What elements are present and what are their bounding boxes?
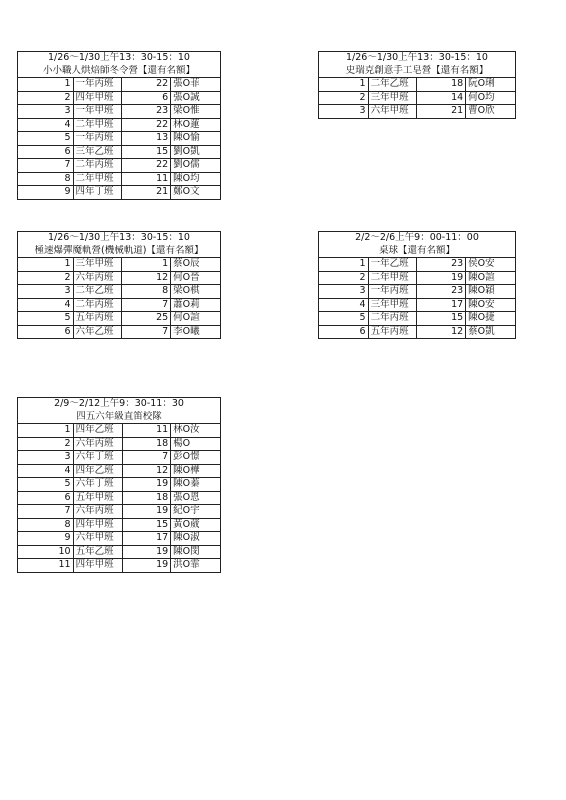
table-row	[18, 325, 221, 339]
row-number: 7	[18, 505, 74, 519]
class-name: 二年乙班	[368, 78, 416, 92]
seat-number: 19	[122, 478, 171, 492]
class-name: 三年甲班	[368, 298, 416, 312]
seat-number: 15	[122, 518, 171, 532]
session-date: 1/26～1/30上午13：30-15：10	[18, 232, 221, 245]
seat-number: 11	[122, 424, 171, 438]
table-row	[319, 285, 516, 299]
seat-number: 22	[122, 78, 171, 92]
table-row	[18, 105, 221, 119]
table-row	[18, 159, 221, 173]
seat-number: 23	[416, 258, 466, 272]
class-name: 二年丙班	[73, 298, 122, 312]
course-title: 小小職人烘焙師冬令營【還有名額】	[18, 65, 221, 78]
seat-number: 12	[122, 271, 171, 285]
class-name: 一年乙班	[368, 258, 416, 272]
row-number: 3	[18, 105, 74, 119]
class-name: 四年甲班	[73, 518, 122, 532]
row-number: 4	[18, 464, 74, 478]
seat-number: 17	[416, 298, 466, 312]
row-number: 1	[18, 424, 74, 438]
class-name: 六年丙班	[73, 437, 122, 451]
student-name: 林O汝	[171, 424, 221, 438]
class-name: 三年甲班	[73, 258, 122, 272]
row-number: 4	[18, 118, 74, 132]
row-number: 2	[18, 91, 74, 105]
table-row	[18, 437, 221, 451]
seat-number: 15	[122, 145, 171, 159]
table-row	[319, 298, 516, 312]
row-number: 1	[319, 258, 369, 272]
seat-number: 6	[122, 91, 171, 105]
seat-number: 21	[122, 186, 171, 200]
table-row	[18, 559, 221, 573]
class-name: 六年丁班	[73, 451, 122, 465]
class-name: 五年丙班	[368, 325, 416, 339]
student-name: 洪O霏	[171, 559, 221, 573]
session-date: 1/26～1/30上午13：30-15：10	[18, 52, 221, 65]
student-name: 紀O宇	[171, 505, 221, 519]
table-row	[319, 325, 516, 339]
seat-number: 8	[122, 285, 171, 299]
student-name: 張O恩	[171, 491, 221, 505]
class-name: 四年乙班	[73, 464, 122, 478]
student-name: 劉O儒	[171, 159, 221, 173]
row-number: 11	[18, 559, 74, 573]
seat-number: 19	[122, 559, 171, 573]
student-name: 梁O惟	[171, 105, 221, 119]
student-name: 李O曦	[171, 325, 221, 339]
seat-number: 18	[122, 437, 171, 451]
seat-number: 19	[122, 505, 171, 519]
student-name: 阮O琍	[466, 78, 516, 92]
student-name: 何O晉	[171, 271, 221, 285]
seat-number: 25	[122, 312, 171, 326]
course-title: 極速爆彈魔軌營(機械軌道)【還有名額】	[18, 245, 221, 258]
student-name: 陳O安	[466, 298, 516, 312]
student-name: 劉O凱	[171, 145, 221, 159]
class-name: 四年乙班	[73, 424, 122, 438]
table-row	[319, 271, 516, 285]
row-number: 5	[319, 312, 369, 326]
table-row	[319, 91, 516, 105]
student-name: 楊O	[171, 437, 221, 451]
row-number: 2	[18, 437, 74, 451]
table-row	[18, 132, 221, 146]
student-name: 彭O憬	[171, 451, 221, 465]
row-number: 9	[18, 532, 74, 546]
roster-table-table-tennis	[318, 231, 516, 339]
session-date: 2/9～2/12上午9：30-11：30	[18, 398, 221, 411]
table-row	[18, 271, 221, 285]
row-number: 2	[319, 271, 369, 285]
student-name: 蔡O凱	[466, 325, 516, 339]
seat-number: 23	[416, 285, 466, 299]
student-name: 張O誠	[171, 91, 221, 105]
row-number: 10	[18, 545, 74, 559]
student-name: 張O菲	[171, 78, 221, 92]
student-name: 陳O樺	[171, 464, 221, 478]
student-name: 何O諠	[171, 312, 221, 326]
table-row	[18, 478, 221, 492]
table-row	[18, 532, 221, 546]
class-name: 五年乙班	[73, 545, 122, 559]
table-row	[18, 464, 221, 478]
seat-number: 12	[416, 325, 466, 339]
roster-table-soap	[318, 51, 516, 119]
seat-number: 1	[122, 258, 171, 272]
class-name: 六年丙班	[73, 505, 122, 519]
table-row	[18, 78, 221, 92]
table-row	[18, 186, 221, 200]
row-number: 5	[18, 132, 74, 146]
row-number: 8	[18, 172, 74, 186]
row-number: 1	[319, 78, 369, 92]
course-title: 四五六年級直笛校隊	[18, 411, 221, 424]
table-row	[18, 91, 221, 105]
class-name: 一年丙班	[368, 285, 416, 299]
table-row	[18, 312, 221, 326]
table-row	[18, 451, 221, 465]
row-number: 2	[18, 271, 74, 285]
row-number: 5	[18, 312, 74, 326]
table-row	[319, 105, 516, 119]
row-number: 3	[18, 451, 74, 465]
row-number: 6	[18, 325, 74, 339]
student-name: 侯O安	[466, 258, 516, 272]
row-number: 6	[18, 491, 74, 505]
class-name: 六年丙班	[73, 271, 122, 285]
class-name: 五年甲班	[73, 491, 122, 505]
row-number: 6	[319, 325, 369, 339]
course-title: 桌球【還有名額】	[319, 245, 516, 258]
table-row	[18, 505, 221, 519]
class-name: 二年甲班	[73, 172, 122, 186]
session-date: 1/26～1/30上午13：30-15：10	[319, 52, 516, 65]
row-number: 9	[18, 186, 74, 200]
row-number: 1	[18, 78, 74, 92]
table-row	[18, 258, 221, 272]
seat-number: 7	[122, 451, 171, 465]
class-name: 二年丙班	[368, 312, 416, 326]
row-number: 8	[18, 518, 74, 532]
seat-number: 22	[122, 159, 171, 173]
seat-number: 23	[122, 105, 171, 119]
class-name: 二年甲班	[368, 271, 416, 285]
row-number: 5	[18, 478, 74, 492]
class-name: 三年乙班	[73, 145, 122, 159]
seat-number: 13	[122, 132, 171, 146]
seat-number: 18	[122, 491, 171, 505]
seat-number: 19	[416, 271, 466, 285]
class-name: 五年丙班	[73, 312, 122, 326]
table-row	[18, 424, 221, 438]
class-name: 六年甲班	[368, 105, 416, 119]
table-row	[18, 518, 221, 532]
student-name: 陳O蓁	[171, 478, 221, 492]
student-name: 陳O捷	[466, 312, 516, 326]
roster-table-track	[17, 231, 221, 339]
seat-number: 14	[416, 91, 466, 105]
student-name: 鄭O文	[171, 186, 221, 200]
seat-number: 7	[122, 298, 171, 312]
row-number: 7	[18, 159, 74, 173]
class-name: 六年乙班	[73, 325, 122, 339]
seat-number: 7	[122, 325, 171, 339]
student-name: 黃O葳	[171, 518, 221, 532]
row-number: 6	[18, 145, 74, 159]
row-number: 1	[18, 258, 74, 272]
class-name: 一年丙班	[73, 78, 122, 92]
student-name: 曹O欣	[466, 105, 516, 119]
row-number: 3	[319, 285, 369, 299]
course-title: 史瑞克創意手工皂營【還有名額】	[319, 65, 516, 78]
student-name: 何O均	[466, 91, 516, 105]
table-row	[18, 285, 221, 299]
seat-number: 21	[416, 105, 466, 119]
seat-number: 12	[122, 464, 171, 478]
table-row	[18, 118, 221, 132]
row-number: 3	[319, 105, 369, 119]
seat-number: 11	[122, 172, 171, 186]
student-name: 陳O閔	[171, 545, 221, 559]
table-row	[319, 258, 516, 272]
student-name: 陳O穎	[466, 285, 516, 299]
table-row	[18, 298, 221, 312]
row-number: 4	[319, 298, 369, 312]
table-row	[319, 312, 516, 326]
roster-table-recorder	[17, 397, 221, 573]
table-row	[18, 172, 221, 186]
row-number: 2	[319, 91, 369, 105]
table-row	[18, 491, 221, 505]
class-name: 四年丁班	[73, 186, 122, 200]
seat-number: 18	[416, 78, 466, 92]
class-name: 三年甲班	[368, 91, 416, 105]
seat-number: 17	[122, 532, 171, 546]
class-name: 二年丙班	[73, 159, 122, 173]
student-name: 林O蓮	[171, 118, 221, 132]
session-date: 2/2～2/6上午9：00-11：00	[319, 232, 516, 245]
row-number: 3	[18, 285, 74, 299]
table-row	[18, 545, 221, 559]
roster-table-baking	[17, 51, 221, 200]
class-name: 一年丙班	[73, 132, 122, 146]
seat-number: 22	[122, 118, 171, 132]
student-name: 蔡O辰	[171, 258, 221, 272]
student-name: 陳O淑	[171, 532, 221, 546]
seat-number: 15	[416, 312, 466, 326]
class-name: 四年甲班	[73, 559, 122, 573]
class-name: 四年甲班	[73, 91, 122, 105]
row-number: 4	[18, 298, 74, 312]
student-name: 梁O棋	[171, 285, 221, 299]
table-row	[18, 145, 221, 159]
class-name: 二年乙班	[73, 285, 122, 299]
class-name: 一年甲班	[73, 105, 122, 119]
seat-number: 19	[122, 545, 171, 559]
class-name: 六年甲班	[73, 532, 122, 546]
student-name: 陳O均	[171, 172, 221, 186]
class-name: 二年甲班	[73, 118, 122, 132]
class-name: 六年丁班	[73, 478, 122, 492]
student-name: 蕭O莉	[171, 298, 221, 312]
table-row	[319, 78, 516, 92]
student-name: 陳O愉	[171, 132, 221, 146]
student-name: 陳O諠	[466, 271, 516, 285]
